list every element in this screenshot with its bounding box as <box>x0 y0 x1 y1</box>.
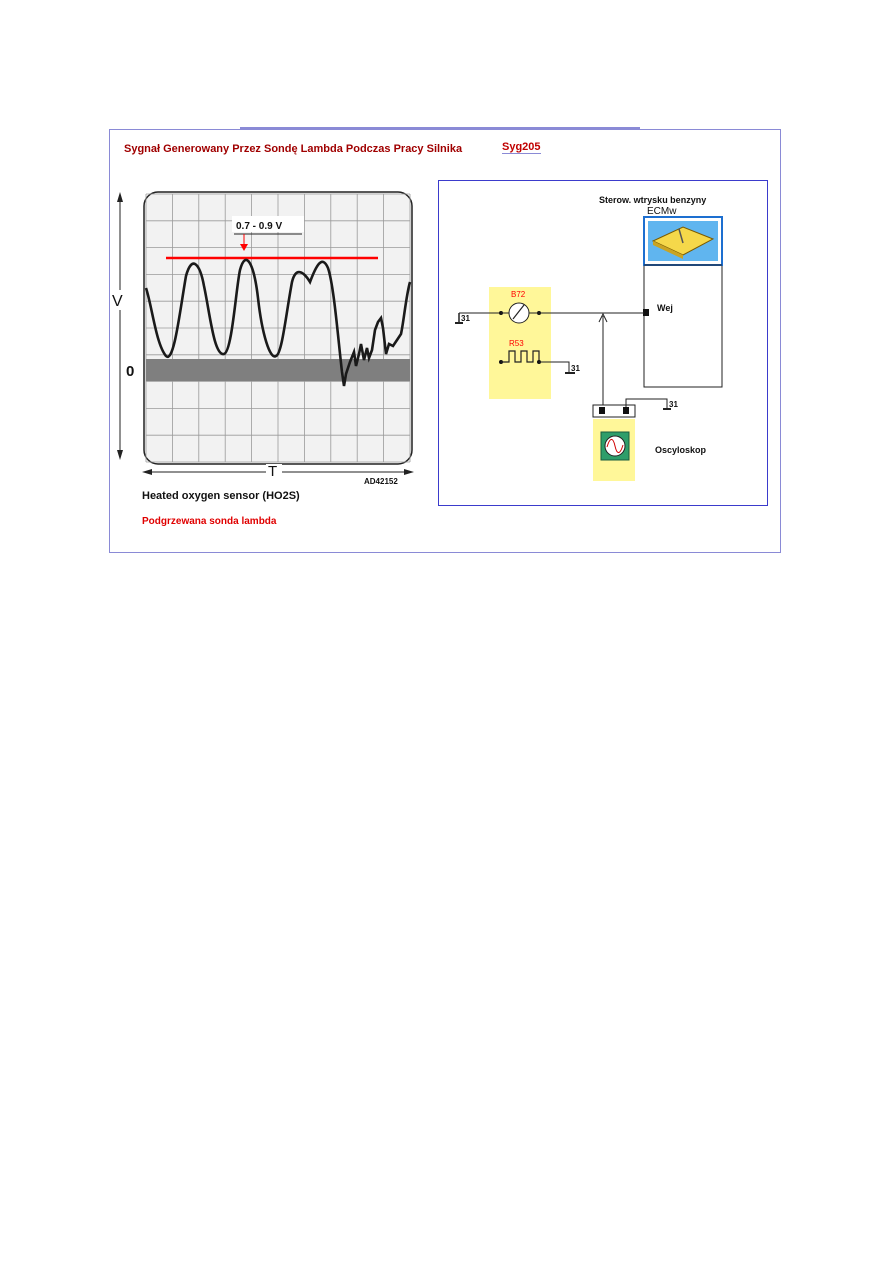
range-label: 0.7 - 0.9 V <box>236 221 283 232</box>
oscilloscope-pin-2 <box>623 407 629 414</box>
scope-figure <box>110 130 420 490</box>
ground-2-label: 31 <box>571 364 580 373</box>
zero-band <box>146 359 410 381</box>
circuit-svg <box>439 181 767 505</box>
ground-3-label: 31 <box>669 400 678 409</box>
heater-code: R53 <box>509 339 524 348</box>
diagram-frame <box>109 129 781 553</box>
circuit-diagram <box>438 180 768 506</box>
t-axis-arrow-left <box>142 469 152 475</box>
sensor-code: B72 <box>511 290 526 299</box>
axis-t-label: T <box>268 463 278 480</box>
page-title: Sygnał Generowany Przez Sondę Lambda Podczas Pracy Silnika <box>124 143 463 155</box>
caption-polish: Podgrzewana sonda lambda <box>142 516 277 527</box>
figure-id: AD42152 <box>364 477 398 486</box>
oscilloscope-label: Oscyloskop <box>655 445 707 455</box>
t-axis-arrow-right <box>404 469 414 475</box>
axis-zero-label: 0 <box>126 363 135 380</box>
sensor-gauge-icon <box>509 303 529 323</box>
ground-1-label: 31 <box>461 314 470 323</box>
ecm-input-label: Wej <box>657 303 673 313</box>
caption-english: Heated oxygen sensor (HO2S) <box>142 490 300 502</box>
ecm-title: Sterow. wtrysku benzyny <box>599 195 707 205</box>
signal-code-link[interactable]: Syg205 <box>502 141 541 153</box>
v-axis-arrow-bottom <box>117 450 123 460</box>
v-axis-arrow-top <box>117 192 123 202</box>
axis-v-label: V <box>112 293 123 310</box>
ecm-code: ECMw <box>647 206 677 217</box>
oscilloscope-pin-1 <box>599 407 605 414</box>
